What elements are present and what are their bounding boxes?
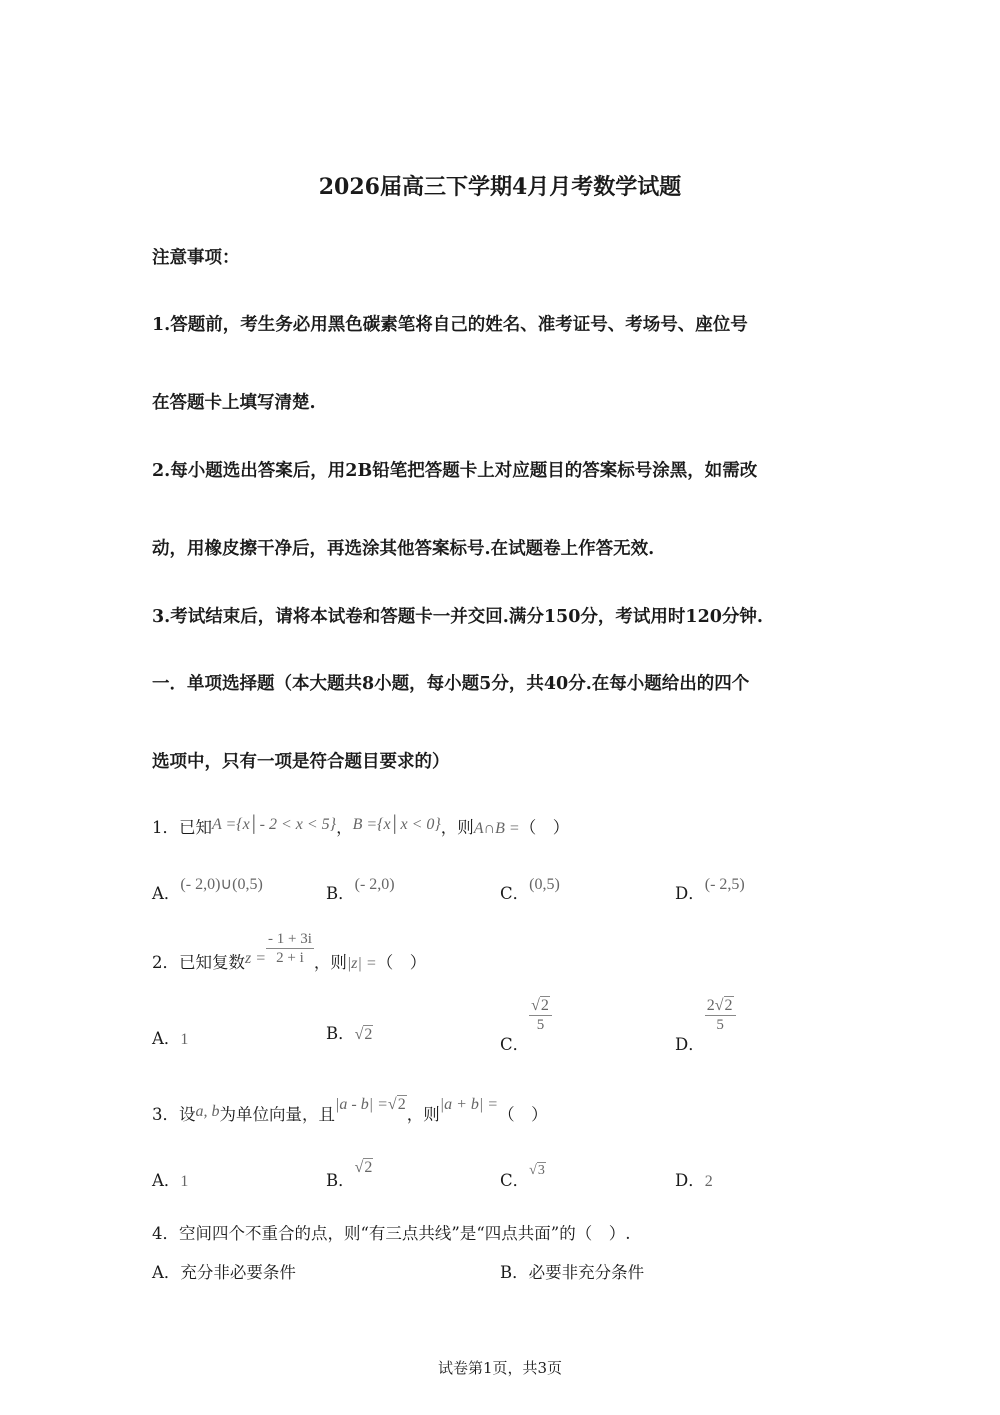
- option-label: B．: [326, 884, 355, 903]
- exam-title: 2026届高三下学期4月月考数学试题: [318, 174, 682, 200]
- question-3-stem: [152, 1090, 548, 1124]
- question-3-middle: 为单位向量，且: [219, 1105, 335, 1124]
- question-2-number: 2．已知复数: [152, 953, 245, 972]
- option-label: B．: [326, 1171, 355, 1190]
- option-label: C．: [500, 884, 530, 903]
- complex-fraction: [266, 930, 314, 967]
- option-label: C．: [500, 1034, 530, 1054]
- question-1-option-c: [500, 876, 560, 904]
- question-3-then: ，则: [406, 1105, 440, 1124]
- fraction-denominator: 5: [716, 1017, 724, 1034]
- notice-item-1-line-1: 1.答题前，考生务必用黑色碳素笔将自己的姓名、准考证号、考场号、座位号: [152, 315, 748, 335]
- question-1-stem: [152, 814, 569, 838]
- z-equals: z =: [245, 950, 267, 967]
- question-2-stem: [152, 930, 427, 972]
- option-label: A．: [152, 1171, 181, 1190]
- question-3-option-b: [326, 1159, 373, 1191]
- option-value: (- 2,0): [354, 876, 395, 893]
- option-value: 2: [704, 1173, 713, 1190]
- question-3-number: 3．设: [152, 1105, 196, 1124]
- fraction-value: [529, 996, 552, 1034]
- question-1-option-d: [675, 876, 745, 904]
- modulus-expression: |z| =: [346, 955, 377, 972]
- set-b-definition: B ={x│x < 0}: [352, 816, 441, 833]
- option-value: (- 2,5): [704, 876, 745, 893]
- option-label: D．: [675, 1171, 705, 1190]
- option-value: (- 2,0)∪(0,5): [180, 876, 263, 893]
- question-2-option-b: [326, 1020, 373, 1044]
- fraction-numerator: 2√2: [705, 996, 736, 1016]
- fraction-denominator: 2 + i: [276, 950, 304, 966]
- question-1-option-a: [152, 876, 263, 904]
- section-heading-line-2: 选项中，只有一项是符合题目要求的）: [152, 752, 450, 772]
- question-1-paren: （ ）: [519, 818, 570, 837]
- unit-vectors: a, b: [195, 1103, 220, 1120]
- fraction-numerator: √2: [529, 996, 552, 1016]
- notice-heading: 注意事项：: [152, 248, 240, 268]
- option-value: (0,5): [529, 876, 560, 893]
- option-label: D．: [675, 1034, 705, 1054]
- sqrt-value: √3: [529, 1163, 545, 1178]
- option-label: C．: [500, 1171, 530, 1190]
- notice-item-2-line-2: 动，用橡皮擦干净后，再选涂其他答案标号.在试题卷上作答无效.: [152, 539, 655, 559]
- question-2-option-c: [500, 996, 552, 1054]
- question-1-number: 1．已知: [152, 818, 212, 837]
- question-1-then: ，则: [440, 818, 474, 837]
- option-label: D．: [675, 884, 705, 903]
- intersection-expression: A∩B =: [473, 820, 520, 837]
- question-3-option-c: [500, 1163, 546, 1191]
- question-2-paren: （ ）: [376, 953, 427, 972]
- question-3-option-a: [152, 1167, 188, 1191]
- set-a-definition: A ={x│- 2 < x < 5}: [212, 816, 337, 833]
- option-label: A．: [152, 1029, 181, 1048]
- question-1-separator: ，: [336, 818, 353, 837]
- question-2-option-d: [675, 996, 736, 1054]
- sqrt-value: √2: [354, 1026, 373, 1043]
- notice-item-1-line-2: 在答题卡上填写清楚.: [152, 393, 316, 413]
- sqrt-value: √2: [354, 1159, 373, 1176]
- question-4-option-a: A．充分非必要条件: [152, 1263, 296, 1282]
- option-label: A．: [152, 884, 181, 903]
- difference-condition: |a - b| =: [335, 1096, 388, 1113]
- condition-sqrt: √2: [387, 1096, 406, 1113]
- question-4-stem: 4．空间四个不重合的点，则“有三点共线”是“四点共面”的（ ）.: [152, 1224, 631, 1243]
- fraction-denominator: 5: [536, 1017, 545, 1034]
- question-3-paren: （ ）: [498, 1105, 548, 1124]
- section-heading-line-1: 一．单项选择题（本大题共8小题，每小题5分，共40分.在每小题给出的四个: [152, 674, 750, 694]
- fraction-value: [705, 996, 736, 1034]
- notice-item-2-line-1: 2.每小题选出答案后，用2B铅笔把答题卡上对应题目的答案标号涂黑，如需改: [152, 461, 758, 481]
- question-3-option-d: [675, 1167, 713, 1191]
- sum-expression: |a + b| =: [439, 1096, 499, 1113]
- question-2-option-a: [152, 1025, 188, 1049]
- fraction-numerator: - 1 + 3i: [268, 931, 312, 947]
- option-value: 1: [180, 1031, 189, 1048]
- question-2-then: ，则: [313, 953, 347, 972]
- notice-item-3: 3.考试结束后，请将本试卷和答题卡一并交回.满分150分，考试用时120分钟.: [152, 607, 764, 627]
- question-4-option-b: B．必要非充分条件: [500, 1263, 645, 1282]
- option-label: B．: [326, 1024, 355, 1043]
- option-value: 1: [180, 1173, 189, 1190]
- page-footer: 试卷第1页，共3页: [437, 1359, 563, 1377]
- question-1-option-b: [326, 876, 395, 904]
